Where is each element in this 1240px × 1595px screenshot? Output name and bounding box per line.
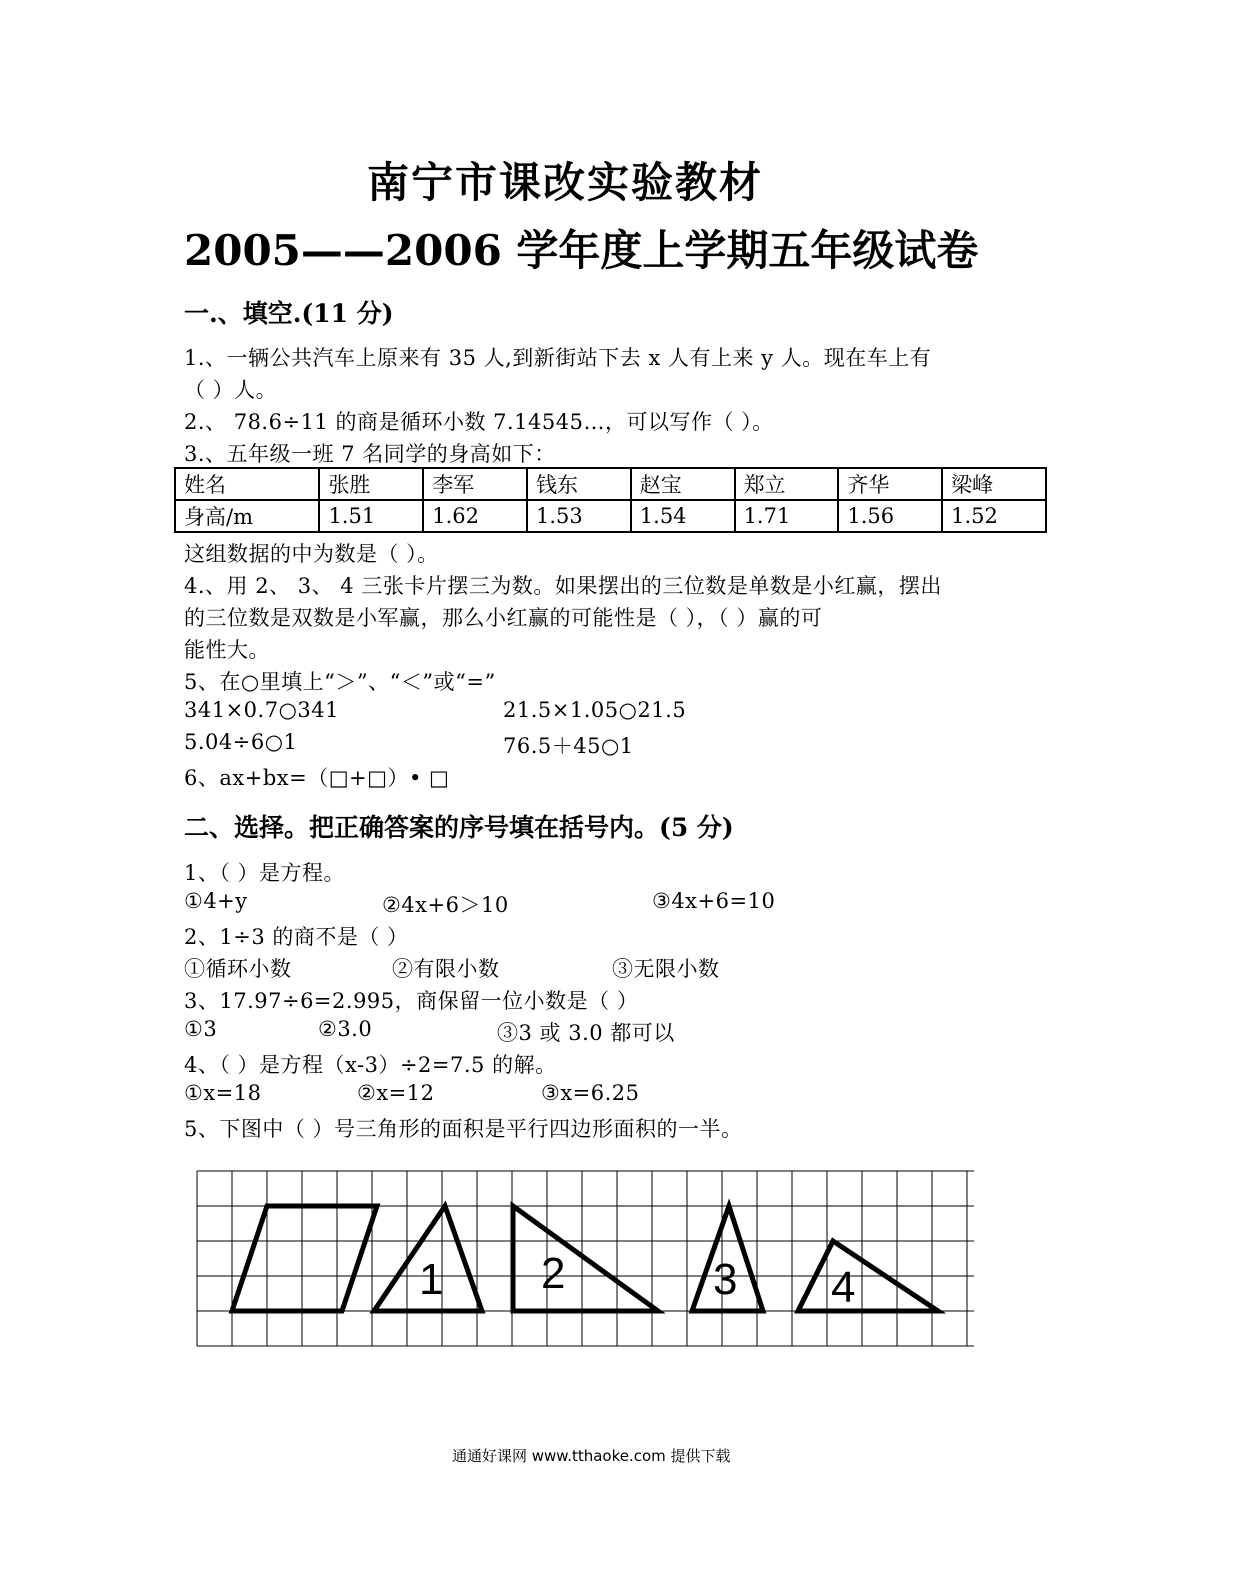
title-line-1: 南宁市课改实验教材 [367,158,764,207]
s1-q1-line1: 1.、一辆公共汽车上原来有 35 人,到新街站下去 x 人有上来 y 人。现在车上有 [184,346,932,370]
heights-table [174,467,1047,533]
table-cell: 李军 [423,468,527,500]
s1-q1-line2: （ ）人。 [184,378,278,402]
table-cell: 1.53 [527,500,631,532]
section2-heading: 二、选择。把正确答案的序号填在括号内。(5 分) [184,813,734,842]
title-line-2: 2005——2006 学年度上学期五年级试卷 [184,226,979,275]
s1-q4-line3: 能性大。 [184,638,270,662]
table-cell: 赵宝 [631,468,735,500]
table-cell: 齐华 [838,468,942,500]
s2-q5: 5、下图中（ ）号三角形的面积是平行四边形面积的一半。 [184,1117,743,1141]
s2-q4-option: ②x=12 [357,1081,435,1105]
s2-q3: 3、17.97÷6=2.995，商保留一位小数是（ ） [184,989,639,1013]
s1-q5-item: 341×0.7○341 [184,698,339,722]
table-cell: 钱东 [527,468,631,500]
s2-q3-option: ③3 或 3.0 都可以 [497,1021,675,1045]
table-cell: 1.62 [423,500,527,532]
table-cell: 梁峰 [942,468,1046,500]
s2-q1-option: ①4+y [184,889,248,913]
s2-q2-option: ③无限小数 [612,957,720,981]
s2-q3-option: ②3.0 [318,1017,373,1041]
grid-figure [196,1170,976,1350]
s1-q5-item: 5.04÷6○1 [184,730,298,754]
s2-q1-option: ②4x+6＞10 [382,893,509,917]
s1-q5-item: 21.5×1.05○21.5 [503,698,687,722]
table-row [175,500,1046,532]
s1-q4-line1: 4.、用 2、 3、 4 三张卡片摆三为数。如果摆出的三位数是单数是小红赢，摆出 [184,574,942,598]
triangle-label-3: 3 [713,1255,738,1304]
s2-q1: 1、（ ）是方程。 [184,861,346,885]
table-cell: 1.56 [838,500,942,532]
s2-q2: 2、1÷3 的商不是（ ） [184,925,409,949]
section1-heading: 一.、填空.(11 分) [184,299,394,328]
table-cell: 1.71 [735,500,839,532]
s1-q4-line2: 的三位数是双数是小军赢，那么小红赢的可能性是（ ），（ ）赢的可 [184,606,823,630]
triangle-label-1: 1 [419,1255,444,1304]
s2-q4-option: ③x=6.25 [541,1081,640,1105]
s2-q1-option: ③4x+6=10 [652,889,776,913]
s2-q4-option: ①x=18 [184,1081,262,1105]
triangle-label-2: 2 [541,1249,566,1298]
s1-q5-item: 76.5＋45○1 [503,734,634,758]
table-cell: 郑立 [735,468,839,500]
s2-q2-option: ②有限小数 [392,957,500,981]
triangle-label-4: 4 [831,1263,856,1312]
table-cell: 张胜 [319,468,423,500]
s2-q4: 4、（ ）是方程（x-3）÷2=7.5 的解。 [184,1053,557,1077]
table-cell: 姓名 [175,468,319,500]
table-cell: 身高/m [175,500,319,532]
s1-q6: 6、ax+bx=（□+□）• □ [184,766,450,790]
table-cell: 1.51 [319,500,423,532]
table-cell: 1.52 [942,500,1046,532]
footer-text: 通通好课网 www.tthaoke.com 提供下载 [452,1447,731,1465]
s2-q2-option: ①循环小数 [184,957,292,981]
triangle-2-shape [513,1206,658,1311]
s1-q5: 5、在○里填上“＞”、“＜”或“=” [184,670,496,694]
s2-q3-option: ①3 [184,1017,218,1041]
parallelogram-shape [232,1206,377,1311]
s1-q2: 2.、 78.6÷11 的商是循环小数 7.14545…，可以写作（ ）。 [184,410,774,434]
s1-q3: 3.、五年级一班 7 名同学的身高如下： [184,442,556,466]
s1-q3-after: 这组数据的中为数是（ ）。 [184,542,439,566]
table-header-row [175,468,1046,500]
table-cell: 1.54 [631,500,735,532]
